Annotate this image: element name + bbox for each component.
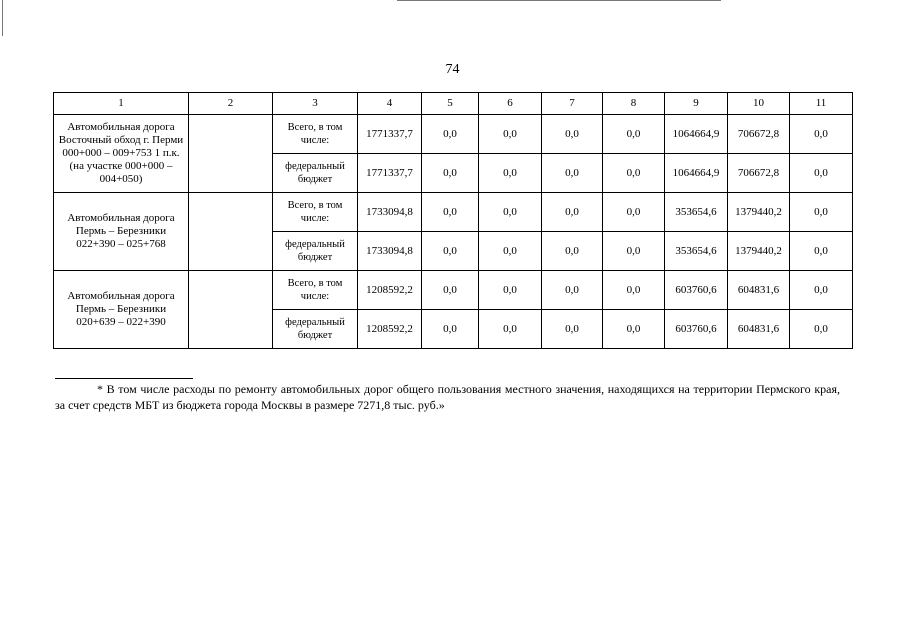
value-cell: 1064664,9 <box>665 115 728 154</box>
header-cell: 4 <box>358 93 422 115</box>
value-cell: 0,0 <box>603 310 665 349</box>
funding-source-cell: федеральный бюджет <box>273 154 358 193</box>
value-cell: 603760,6 <box>665 271 728 310</box>
value-cell: 0,0 <box>479 154 542 193</box>
value-cell: 0,0 <box>422 193 479 232</box>
value-cell: 0,0 <box>542 271 603 310</box>
value-cell: 0,0 <box>479 115 542 154</box>
value-cell: 1771337,7 <box>358 154 422 193</box>
value-cell: 706672,8 <box>728 115 790 154</box>
road-name-cell: Автомобильная дорога Пермь – Березники 022+390 – 025+768 <box>54 193 189 271</box>
header-cell: 1 <box>54 93 189 115</box>
empty-cell <box>189 193 273 271</box>
footnote-separator <box>55 378 193 379</box>
value-cell: 1771337,7 <box>358 115 422 154</box>
value-cell: 0,0 <box>790 154 853 193</box>
value-cell: 1208592,2 <box>358 310 422 349</box>
value-cell: 0,0 <box>790 310 853 349</box>
funding-source-cell: Всего, в том числе: <box>273 193 358 232</box>
value-cell: 0,0 <box>422 271 479 310</box>
road-name-cell: Автомобильная дорога Пермь – Березники 020+639 – 022+390 <box>54 271 189 349</box>
value-cell: 0,0 <box>603 115 665 154</box>
value-cell: 0,0 <box>603 271 665 310</box>
value-cell: 0,0 <box>603 154 665 193</box>
value-cell: 0,0 <box>542 310 603 349</box>
value-cell: 603760,6 <box>665 310 728 349</box>
header-cell: 8 <box>603 93 665 115</box>
left-margin-mark <box>2 0 3 36</box>
value-cell: 0,0 <box>422 232 479 271</box>
value-cell: 0,0 <box>790 271 853 310</box>
value-cell: 0,0 <box>790 115 853 154</box>
header-cell: 10 <box>728 93 790 115</box>
value-cell: 1733094,8 <box>358 193 422 232</box>
footnote: * В том числе расходы по ремонту автомобильных дорог общего пользования местного значения, находящихся на территории Пермского края, за счет средств МБТ из бюджета города Москвы в размере 7271,8 тыс. руб.» <box>55 382 840 412</box>
top-rule <box>397 0 721 1</box>
value-cell: 1379440,2 <box>728 232 790 271</box>
header-cell: 2 <box>189 93 273 115</box>
header-cell: 9 <box>665 93 728 115</box>
value-cell: 604831,6 <box>728 310 790 349</box>
value-cell: 0,0 <box>542 193 603 232</box>
value-cell: 0,0 <box>479 232 542 271</box>
value-cell: 353654,6 <box>665 193 728 232</box>
empty-cell <box>189 115 273 193</box>
funding-source-cell: федеральный бюджет <box>273 310 358 349</box>
header-cell: 7 <box>542 93 603 115</box>
value-cell: 0,0 <box>479 193 542 232</box>
value-cell: 0,0 <box>542 115 603 154</box>
value-cell: 1064664,9 <box>665 154 728 193</box>
value-cell: 353654,6 <box>665 232 728 271</box>
table-row <box>54 193 853 232</box>
value-cell: 0,0 <box>790 193 853 232</box>
table-row <box>54 115 853 154</box>
funding-source-cell: федеральный бюджет <box>273 232 358 271</box>
funding-source-cell: Всего, в том числе: <box>273 115 358 154</box>
value-cell: 1733094,8 <box>358 232 422 271</box>
header-cell: 11 <box>790 93 853 115</box>
table-header-row <box>54 93 853 115</box>
value-cell: 0,0 <box>479 310 542 349</box>
value-cell: 706672,8 <box>728 154 790 193</box>
value-cell: 0,0 <box>422 154 479 193</box>
funding-source-cell: Всего, в том числе: <box>273 271 358 310</box>
empty-cell <box>189 271 273 349</box>
value-cell: 604831,6 <box>728 271 790 310</box>
value-cell: 0,0 <box>479 271 542 310</box>
value-cell: 0,0 <box>542 154 603 193</box>
value-cell: 0,0 <box>422 115 479 154</box>
value-cell: 1379440,2 <box>728 193 790 232</box>
header-cell: 6 <box>479 93 542 115</box>
value-cell: 0,0 <box>790 232 853 271</box>
header-cell: 3 <box>273 93 358 115</box>
funding-table <box>53 92 853 349</box>
header-cell: 5 <box>422 93 479 115</box>
value-cell: 1208592,2 <box>358 271 422 310</box>
table-row <box>54 271 853 310</box>
page-number: 74 <box>445 62 460 77</box>
value-cell: 0,0 <box>542 232 603 271</box>
value-cell: 0,0 <box>422 310 479 349</box>
value-cell: 0,0 <box>603 193 665 232</box>
road-name-cell: Автомобильная дорога Восточный обход г. Перми 000+000 – 009+753 1 п.к. (на участке 000+000 – 004+050) <box>54 115 189 193</box>
value-cell: 0,0 <box>603 232 665 271</box>
